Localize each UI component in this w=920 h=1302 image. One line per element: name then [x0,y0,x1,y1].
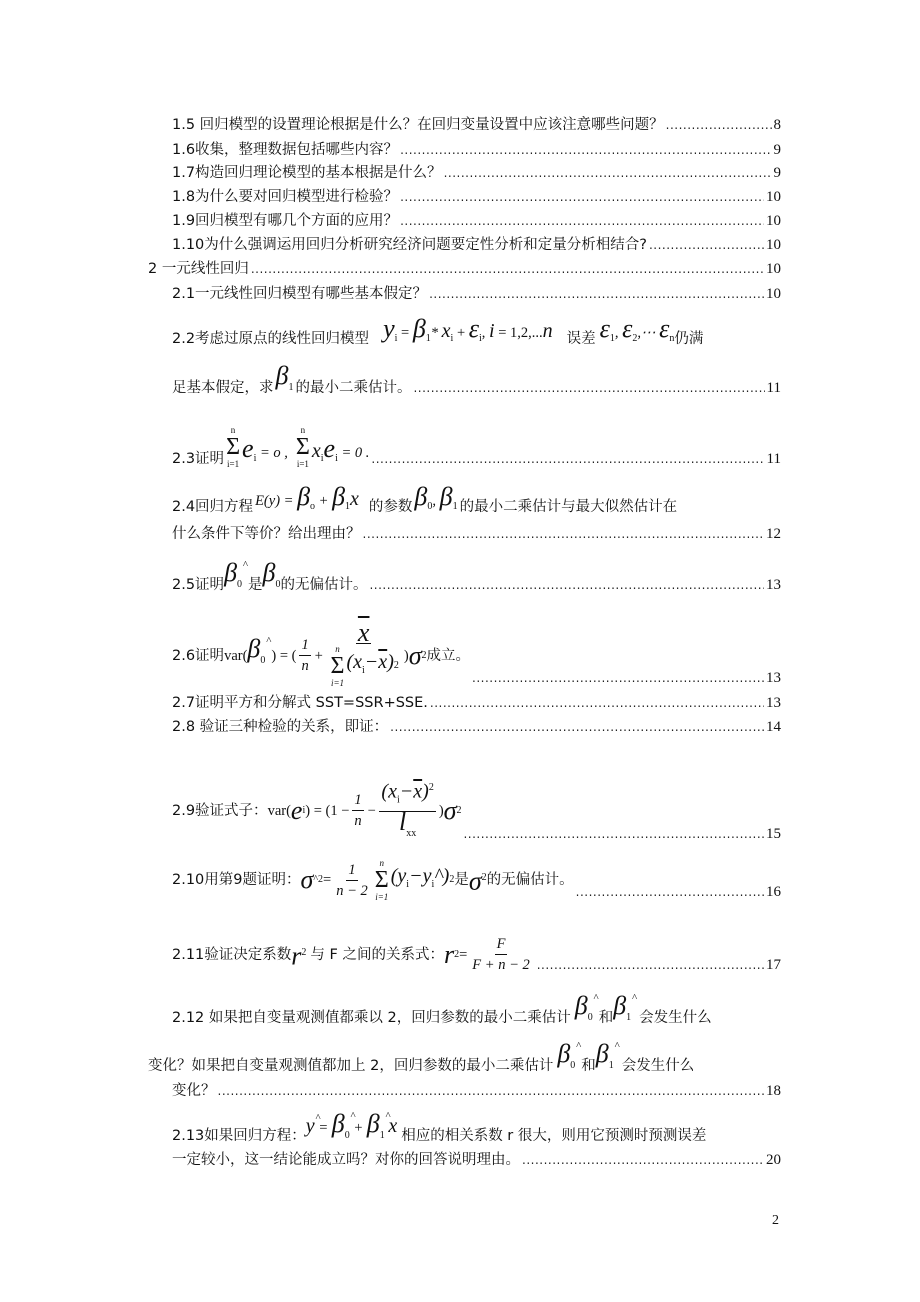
toc-page-number: 8 [773,117,781,133]
dot-leader [430,695,764,713]
toc-entry-title: 1.6收集，整理数据包括哪些内容？ [172,142,399,158]
toc-entry-2-11[interactable] [172,934,781,975]
toc-page-number: 12 [766,526,781,542]
toc-entry-2-12[interactable] [172,991,781,1029]
dot-leader [522,1152,764,1170]
formula-r2-f: r 2 = $\frac{F}{F + n - 2}$ [443,936,530,973]
toc-entry-title [172,618,471,688]
toc-entry-text: 2.6证明 [172,647,225,664]
toc-entry-title [172,361,412,398]
dot-leader [649,237,764,255]
dot-leader [463,826,764,844]
toc-entry-text: 变化？如果把自变量观测值都加上 2，回归参数的最小二乘估计 [148,1058,554,1075]
toc-entry-2-8[interactable] [172,717,781,737]
formula-beta0: $\beta_0$ [262,558,281,591]
toc-entry-2-7[interactable] [172,693,781,713]
toc-entry-1-5[interactable] [172,115,781,135]
toc-entry-title: 1.8为什么要对回归模型进行检验？ [172,189,399,205]
dot-leader [371,451,764,469]
formula-sum-residuals: $e_i = o$ , [242,434,288,464]
toc-entry-2-4[interactable] [172,482,781,518]
dot-leader [400,189,764,207]
toc-entry-title [172,425,369,469]
toc-page-number: 11 [766,451,781,467]
toc-entry-1-8[interactable] [172,187,781,207]
toc-entry-2-3[interactable] [172,425,781,469]
toc-entry-title: 2.8 验证三种检验的关系，即证： [172,719,389,735]
toc-page-number: 10 [766,213,781,229]
toc-entry-text: 和 [581,1058,596,1075]
toc-entry-title: 2.12 如果把自变量观测值都乘以 2，回归参数的最小二乘估计 [172,1010,571,1027]
toc-entry-title [172,778,461,844]
toc-page-number: 9 [773,142,781,158]
formula-beta1-hat: $\beta_1$ ^ [596,1043,614,1077]
toc-entry-2-5[interactable] [172,558,781,595]
dot-leader [369,577,764,595]
toc-entry-2[interactable] [148,259,781,279]
toc-entry-title: 一定较小，这一结论能成立吗？对你的回答说明理由。 [172,1152,520,1168]
toc-entry-title [172,558,368,595]
toc-page-number: 16 [766,884,781,900]
toc-page-number: 15 [766,825,781,842]
toc-entry-text: 和 [598,1010,614,1027]
toc-page-number: 11 [766,380,781,397]
toc-entry-1-7[interactable] [172,163,781,183]
toc-entry-text: 是 [454,872,469,888]
toc-entry-text: 2.11验证决定系数 [172,946,292,963]
toc-entry-text: 是 [248,577,263,594]
summation-sign: n Σ i=1 [295,425,310,469]
toc-entry-text: 会发生什么 [639,1010,712,1027]
toc-entry-text: 2.5证明 [172,577,225,594]
toc-entry-2-4-cont[interactable] [172,524,781,544]
formula-beta0-hat: $\beta_0$ ^ [575,995,593,1029]
toc-entry-text: 足基本假定，求 [172,380,274,397]
toc-page-number: 14 [766,719,781,735]
formula-var-residual: var( e i ) = (1 − $\frac{1}{n}$ − $\frac{(x_i-\overline{x})^2}{l_{xx}}$ ) σ 2 [268,778,462,844]
formula-sigma-sq: $\sigma^2$ [468,866,487,896]
formula-beta0-hat: $\beta_0$ ^ [224,563,242,595]
dot-leader [576,884,764,902]
toc-entry-2-10[interactable] [172,858,781,902]
toc-entry-1-10[interactable] [172,235,781,255]
toc-entry-text: 2.3证明 [172,451,225,467]
toc-entry-2-2-cont[interactable] [172,361,781,398]
toc-entry-2-9[interactable] [172,778,781,844]
toc-page-number: 13 [766,670,781,686]
toc-entry-title: 变化？ [172,1083,216,1099]
toc-page-number: 10 [766,286,781,302]
toc-entry-title: 1.10为什么强调运用回归分析研究经济问题要定性分析和定量分析相结合? [172,237,647,253]
toc-entry-text: 2.10用第9题证明： [172,872,301,888]
toc-page-number: 10 [766,261,781,277]
formula-regression-through-origin: $y_i = \beta_1*$ $x_i + \varepsilon_i$, i = 1,2,...n [383,314,553,344]
formula-sigma-hat: σ ^2 = $\frac{1}{n - 2}$ n Σ i=1 $(y_i-y_i\^{})$ 2 [300,858,455,902]
dot-leader [390,719,764,737]
toc-entry-2-13[interactable] [172,1109,781,1147]
formula-beta1-hat: $\beta_1$ ^ [613,995,631,1029]
toc-entry-text: 仍满 [674,330,704,347]
dot-leader [218,1083,765,1101]
dot-leader [429,286,764,304]
toc-entry-2-12-cont[interactable] [148,1039,781,1077]
page-number: 2 [772,1213,779,1228]
formula-fitted-line: y ^ = $\beta_0$ ^ + $\beta_1$ ^ x [306,1113,397,1147]
dot-leader [363,526,765,544]
toc-entry-title [172,858,574,902]
toc-page-number: 9 [773,165,781,181]
toc-entry-1-9[interactable] [172,211,781,231]
formula-regression-equation: $E(y) = \beta_o + \beta_1x$ [255,482,359,512]
toc-page-number: 18 [766,1083,781,1099]
toc-entry-text: 的无偏估计。 [280,577,368,594]
toc-entry-1-6[interactable] [172,140,781,160]
toc-entry-title: 2.2考虑过原点的线性回归模型 [172,330,370,347]
dot-leader [251,261,764,279]
toc-entry-title: 1.9回归模型有哪几个方面的应用？ [172,213,399,229]
formula-var-beta0: var( $\beta_0$ ^ ) = ( $\frac{1}{n}$ + $\overline{x}$ n Σ i=1 $(x_i-\overline{x})$ 2 ) σ 2 [224,623,426,688]
toc-entry-2-12-end[interactable] [172,1081,781,1101]
toc-page-number: 20 [766,1152,781,1168]
dot-leader [400,213,764,231]
toc-entry-title: 1.7构造回归理论模型的基本根据是什么？ [172,165,442,181]
toc-entry-text: 误差 [566,330,596,347]
toc-entry-title: 1.5 回归模型的设置理论根据是什么？在回归变量设置中应该注意哪些问题？ [172,117,664,133]
toc-entry-title: 2.7证明平方和分解式 SST=SSR+SSE. [172,695,428,711]
toc-entry-text: 的参数 [368,498,413,515]
toc-entry-text: 成立。 [426,647,471,664]
dot-leader [413,380,764,398]
toc-entry-title: 2 一元线性回归 [148,261,249,277]
formula-beta1: $\beta_1$ [275,361,294,394]
dot-leader [444,165,772,183]
formula-beta0-hat: $\beta_0$ ^ [557,1043,575,1077]
toc-entry-title: 2.13如果回归方程： [172,1128,306,1145]
summation-sign: n Σ i=1 [226,425,241,469]
toc-entry-title: 2.4回归方程 [172,498,254,515]
toc-entry-text: 会发生什么 [621,1058,695,1075]
toc-entry-2-2[interactable] [172,314,781,350]
toc-entry-text: 的最小二乘估计。 [295,380,412,397]
toc-page-number: 10 [766,189,781,205]
toc-page-number: 13 [766,577,781,594]
formula-errors: $\varepsilon_1$, $\varepsilon_2,\cdots$ $\varepsilon_n$ [599,314,675,344]
toc-entry-2-13-cont[interactable] [172,1150,781,1170]
dot-leader [472,670,764,688]
toc-entry-text: 的最小二乘估计与最大似然估计在 [459,498,678,515]
dot-leader [537,957,764,975]
formula-r-squared: $r^2$ [291,941,307,971]
toc-entry-text: 2.9验证式子： [172,802,268,819]
toc-entry-2-6[interactable] [172,618,781,688]
dot-leader [666,117,772,135]
formula-sum-xe: $x_ie_i = 0$ . [311,434,370,464]
dot-leader [400,142,771,160]
toc-page-number: 17 [766,957,781,973]
toc-entry-title [172,934,535,975]
toc-entry-title: 什么条件下等价？给出理由？ [172,526,361,542]
toc-page-number: 10 [766,237,781,253]
toc-page-number: 13 [766,695,781,711]
toc-entry-text: 相应的相关系数 r 很大，则用它预测时预测误差 [401,1128,707,1145]
toc-entry-2-1[interactable] [172,284,781,304]
formula-params: $\beta_0$, $\beta_1$ [414,482,458,512]
toc-entry-text: 与 F 之间的关系式： [310,946,444,963]
toc-entry-title: 2.1一元线性回归模型有哪些基本假定？ [172,286,428,302]
toc-entry-text: 的无偏估计。 [486,872,574,888]
